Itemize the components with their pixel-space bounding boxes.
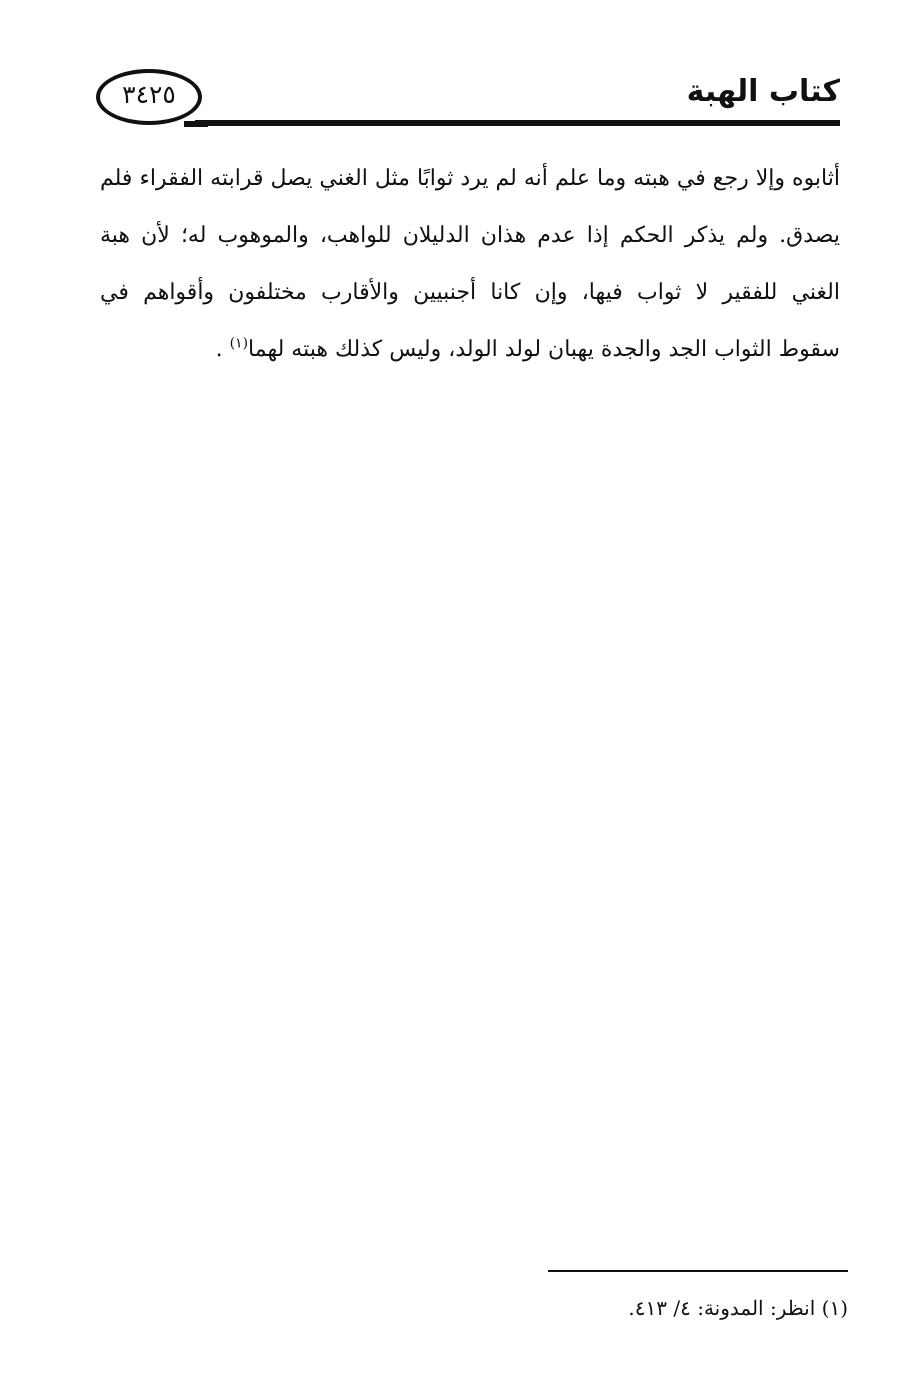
end-punctuation: . — [215, 337, 230, 362]
body-line: الغني للفقير لا ثواب فيها، وإن كانا أجنبيين والأقارب مختلفون وأقواهم في — [100, 280, 840, 305]
body-paragraph — [100, 150, 840, 378]
footnote-separator — [548, 1270, 848, 1272]
header-rule — [195, 120, 840, 126]
body-line: أثابوه وإلا رجع في هبته وما علم أنه لم يرد ثوابًا مثل الغني يصل قرابته الفقراء فلم — [100, 166, 840, 191]
body-line: يصدق. ولم يذكر الحكم إذا عدم هذان الدليلان للواهب، والموهوب له؛ لأن هبة — [100, 223, 840, 248]
footnote: (١) انظر: المدونة: ٤/ ٤١٣. — [628, 1296, 848, 1320]
footnote-reference[interactable]: (١) — [229, 335, 249, 352]
chapter-title: كتاب الهبة — [686, 74, 840, 109]
body-line-text: سقوط الثواب الجد والجدة يهبان لولد الولد، وليس كذلك هبته لهما — [248, 337, 840, 362]
body-line — [100, 321, 840, 378]
page-number: ٣٤٢٥ — [122, 80, 176, 109]
